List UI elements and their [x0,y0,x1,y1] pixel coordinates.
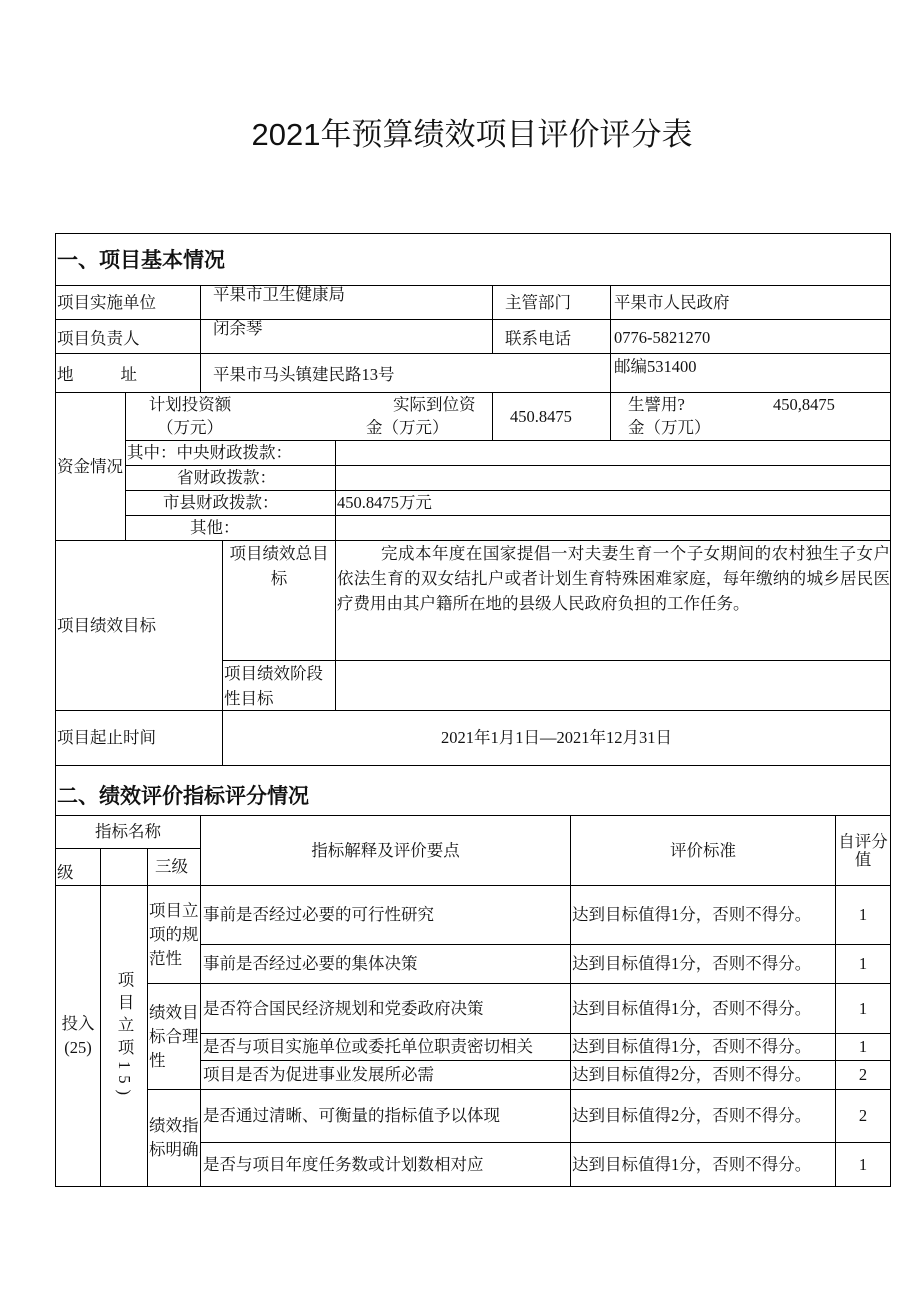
evaluation-standard: 达到目标值得1分，否则不得分。 [570,983,836,1034]
overall-goal-label: 项目绩效总目标 [229,544,329,588]
used-funds-label-line1: 生譬用? [628,395,685,414]
level3-label: 绩效目标合理性 [149,1002,199,1070]
level3-label: 项目立项的规范性 [149,900,199,968]
level3-cell [147,983,201,1090]
actual-funds-label [366,393,476,439]
postcode-value: 邮编531400 [610,353,891,393]
funding-label: 资金情况 [55,392,126,541]
phone-value: 0776-5821270 [610,319,891,354]
evaluation-standard: 达到目标值得2分，否则不得分。 [570,1060,836,1090]
header-indicator-name: 指标名称 [55,815,201,849]
evaluation-point: 是否通过清晰、可衡量的指标值予以体现 [200,1089,571,1143]
supervisor-value: 平果市人民政府 [610,285,891,320]
stage-goal-label: 项目绩效阶段性目标 [224,663,323,708]
self-score: 2 [835,1089,891,1143]
self-score: 1 [835,1142,891,1187]
evaluation-point: 项目是否为促进事业发展所必需 [200,1060,571,1090]
self-score: 1 [835,885,891,945]
evaluation-standard: 达到目标值得1分，否则不得分。 [570,885,836,945]
evaluation-point: 是否与项目年度任务数或计划数相对应 [200,1142,571,1187]
planned-investment-label-line1: 计划投资额 [148,395,232,414]
evaluation-point: 事前是否经过必要的可行性研究 [200,885,571,945]
other-funding-value [335,515,891,541]
planned-investment-label-line2: （万元） [157,418,223,437]
leader-value: 闭余琴 [200,319,493,354]
central-funding-label: 其中：中央财政拨款： [125,440,336,466]
level2-cell [100,885,148,1187]
evaluation-point: 是否与项目实施单位或委托单位职责密切相关 [200,1033,571,1061]
header-level1: 级 [55,848,101,886]
actual-funds-label-line1: 实际到位资 [393,395,476,414]
implementing-unit-label: 项目实施单位 [55,285,201,320]
actual-funds-label-line2: 金（万元） [366,418,449,437]
performance-goals-label: 项目绩效目标 [55,540,223,711]
leader-label: 项目负责人 [55,319,201,354]
project-period-label: 项目起止时间 [55,710,223,766]
level3-cell [147,885,201,984]
evaluation-standard: 达到目标值得1分，否则不得分。 [570,1033,836,1061]
used-funds-cell [610,392,891,441]
header-standard: 评价标准 [570,815,836,886]
evaluation-standard: 达到目标值得2分，否则不得分。 [570,1089,836,1143]
level2-project-approval: 项目立项15) [115,971,134,1101]
stage-goal-label-cell [222,660,336,711]
central-funding-value [335,440,891,466]
overall-goal-text-cell [335,540,891,661]
stage-goal-value [335,660,891,711]
overall-goal-text: 完成本年度在国家提倡一对夫妻生育一个子女期间的农村独生子女户依法生育的双女结扎户或者计划生育特殊困难家庭，每年缴纳的城乡居民医疗费用由其户籍所在地的县级人民政府负担的工作任务。 [337,544,890,613]
self-score: 2 [835,1060,891,1090]
section-heading-basic-info: 一、项目基本情况 [55,233,891,286]
evaluation-point: 是否符合国民经济规划和党委政府决策 [200,983,571,1034]
section-heading-scoring: 二、绩效评价指标评分情况 [55,765,891,816]
document-title: 2021年预算绩效项目评价评分表 [251,117,693,152]
address-value: 平果市马头镇建民路13号 [200,353,611,393]
evaluation-standard: 达到目标值得1分，否则不得分。 [570,1142,836,1187]
used-funds-label-line2: 金（万兀） [628,418,711,437]
used-funds-label [628,393,711,439]
project-period-value: 2021年1月1日—2021年12月31日 [222,710,891,766]
level1-input: 投入(25) [61,1014,95,1057]
county-funding-label: 市县财政拨款： [125,490,336,516]
level1-cell [55,885,101,1187]
header-level2 [100,848,148,886]
actual-funds-value: 450.8475 [492,392,611,441]
self-score: 1 [835,1033,891,1061]
header-explanation: 指标解释及评价要点 [200,815,571,886]
self-score: 1 [835,944,891,984]
header-level3: 三级 [147,848,201,886]
phone-label: 联系电话 [492,319,611,354]
implementing-unit-value: 平果市卫生健康局 [200,285,493,320]
address-label: 地址 [55,353,201,393]
self-score: 1 [835,983,891,1034]
evaluation-point: 事前是否经过必要的集体决策 [200,944,571,984]
used-funds-value: 450,8475 [773,395,835,414]
county-funding-value: 450.8475万元 [335,490,891,516]
other-funding-label: 其他： [125,515,336,541]
provincial-funding-label: 省财政拨款： [125,465,336,491]
level3-cell [147,1089,201,1187]
funding-labels-cell [125,392,493,441]
header-self-score: 自评分值 [838,831,888,869]
overall-goal-label-cell [222,540,336,661]
provincial-funding-value [335,465,891,491]
supervisor-label: 主管部门 [492,285,611,320]
evaluation-standard: 达到目标值得1分，否则不得分。 [570,944,836,984]
planned-investment-label [147,393,233,439]
level3-label: 绩效指标明确 [149,1116,199,1159]
header-self-score-cell [835,815,891,886]
